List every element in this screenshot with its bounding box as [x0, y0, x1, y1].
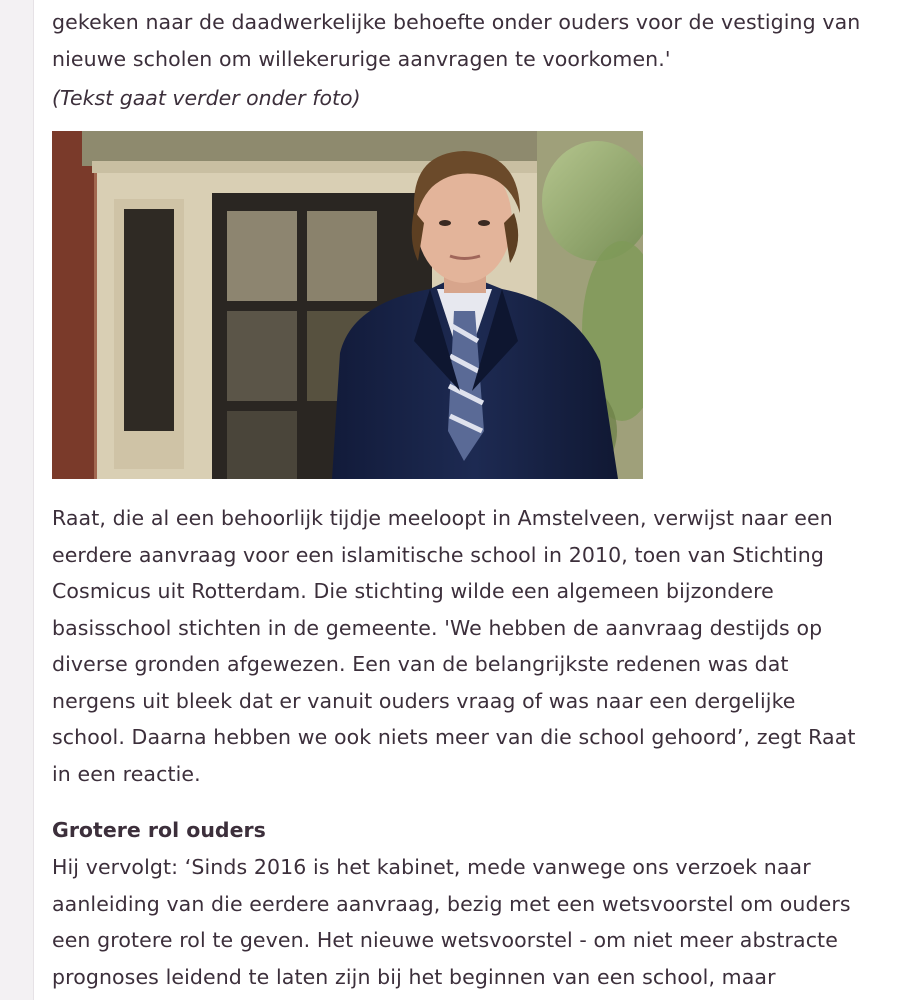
paragraph-raat: Raat, die al een behoorlijk tijdje meeloopt in Amstelveen, verwijst naar een eerdere aanvraag voor een islamitische school in 2010, toen van Stichting Cosmicus uit Rotterdam. Die stichting wilde een algemeen bijzondere basisschool stichten in de gemeente. 'We hebben de aanvraag destijds op diverse gronden afgewezen. Een van de belangrijkste redenen was dat nergens uit bleek dat er vanuit ouders vraag of was naar een dergelijke school. Daarna hebben we ook niets meer van die school gehoord’, zegt Raat in een reactie. [52, 506, 856, 786]
article-photo [52, 131, 643, 479]
section-subheading: Grotere rol ouders [52, 818, 266, 842]
photo-continuation-note: (Tekst gaat verder onder foto) [52, 86, 361, 110]
left-gutter [0, 0, 34, 1000]
intro-paragraph: gekeken naar de daadwerkelijke behoefte onder ouders voor de vestiging van nieuwe scholen om willekerurige aanvragen te voorkomen.' [52, 10, 861, 71]
portrait-illustration [52, 131, 643, 479]
paragraph-kabinet: Hij vervolgt: ‘Sinds 2016 is het kabinet, mede vanwege ons verzoek naar aanleiding van die eerdere aanvraag, bezig met een wetsvoorstel om ouders een grotere rol te geven. Het nieuwe wetsvoorstel - om niet meer abstracte prognoses leidend te laten zijn bij het beginnen van een school, maar [52, 855, 851, 989]
